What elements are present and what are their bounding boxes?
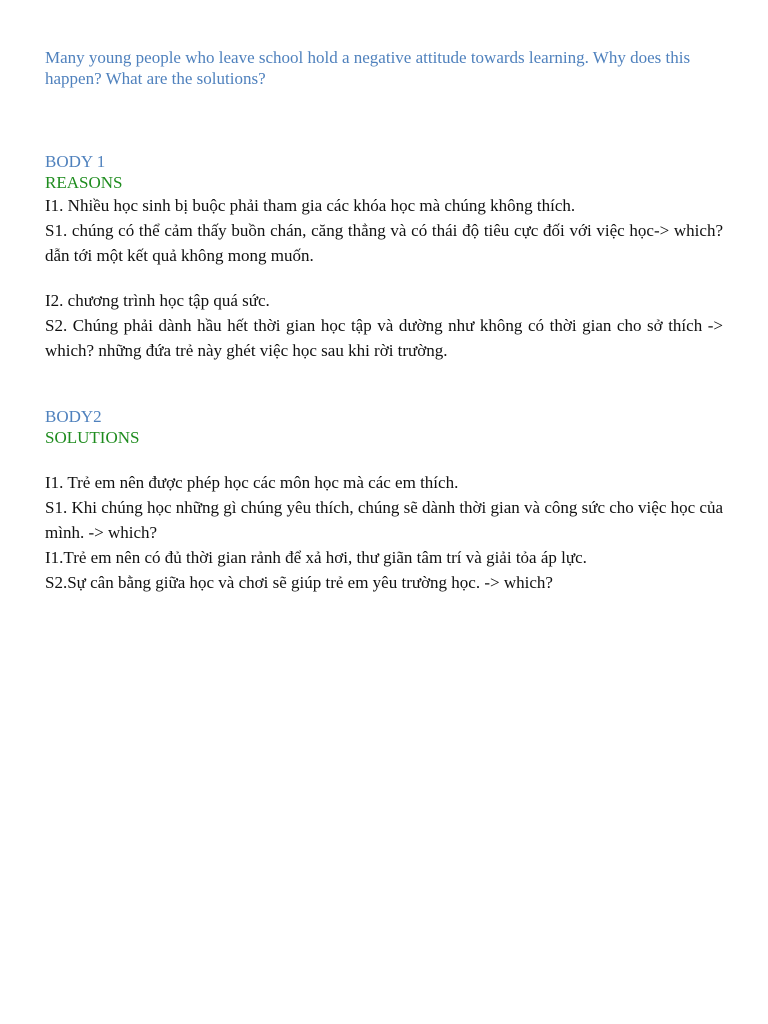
body2-idea-1: I1. Trẻ em nên được phép học các môn học mà các em thích. <box>45 473 459 492</box>
reasons-heading: REASONS <box>45 173 123 192</box>
document-page <box>45 47 723 595</box>
body2-support-1: S1. Khi chúng học những gì chúng yêu thích, chúng sẽ dành thời gian và công sức cho việc học của mình. -> which? <box>45 498 723 542</box>
body1-support-2: S2. Chúng phải dành hầu hết thời gian học tập và dường như không có thời gian cho sở thích -> which? những đứa trẻ này ghét việc học sau khi rời trường. <box>45 316 723 360</box>
body2-section <box>45 406 723 595</box>
essay-prompt: Many young people who leave school hold a negative attitude towards learning. Why does this happen? What are the solutions? <box>45 48 691 88</box>
solutions-heading: SOLUTIONS <box>45 428 140 447</box>
body1-idea-2: I2. chương trình học tập quá sức. <box>45 291 270 310</box>
body1-idea-1: I1. Nhiều học sinh bị buộc phải tham gia các khóa học mà chúng không thích. <box>45 196 576 215</box>
body1-heading: BODY 1 <box>45 152 106 171</box>
body1-section <box>45 151 723 363</box>
body2-heading: BODY2 <box>45 407 102 426</box>
body1-support-1: S1. chúng có thể cảm thấy buồn chán, căng thẳng và có thái độ tiêu cực đối với việc học-> which? dẫn tới một kết quả không mong muốn. <box>45 221 723 265</box>
body2-idea-2: I1.Trẻ em nên có đủ thời gian rảnh để xả hơi, thư giãn tâm trí và giải tỏa áp lực. <box>45 548 587 567</box>
body2-support-2: S2.Sự cân bằng giữa học và chơi sẽ giúp trẻ em yêu trường học. -> which? <box>45 573 553 592</box>
